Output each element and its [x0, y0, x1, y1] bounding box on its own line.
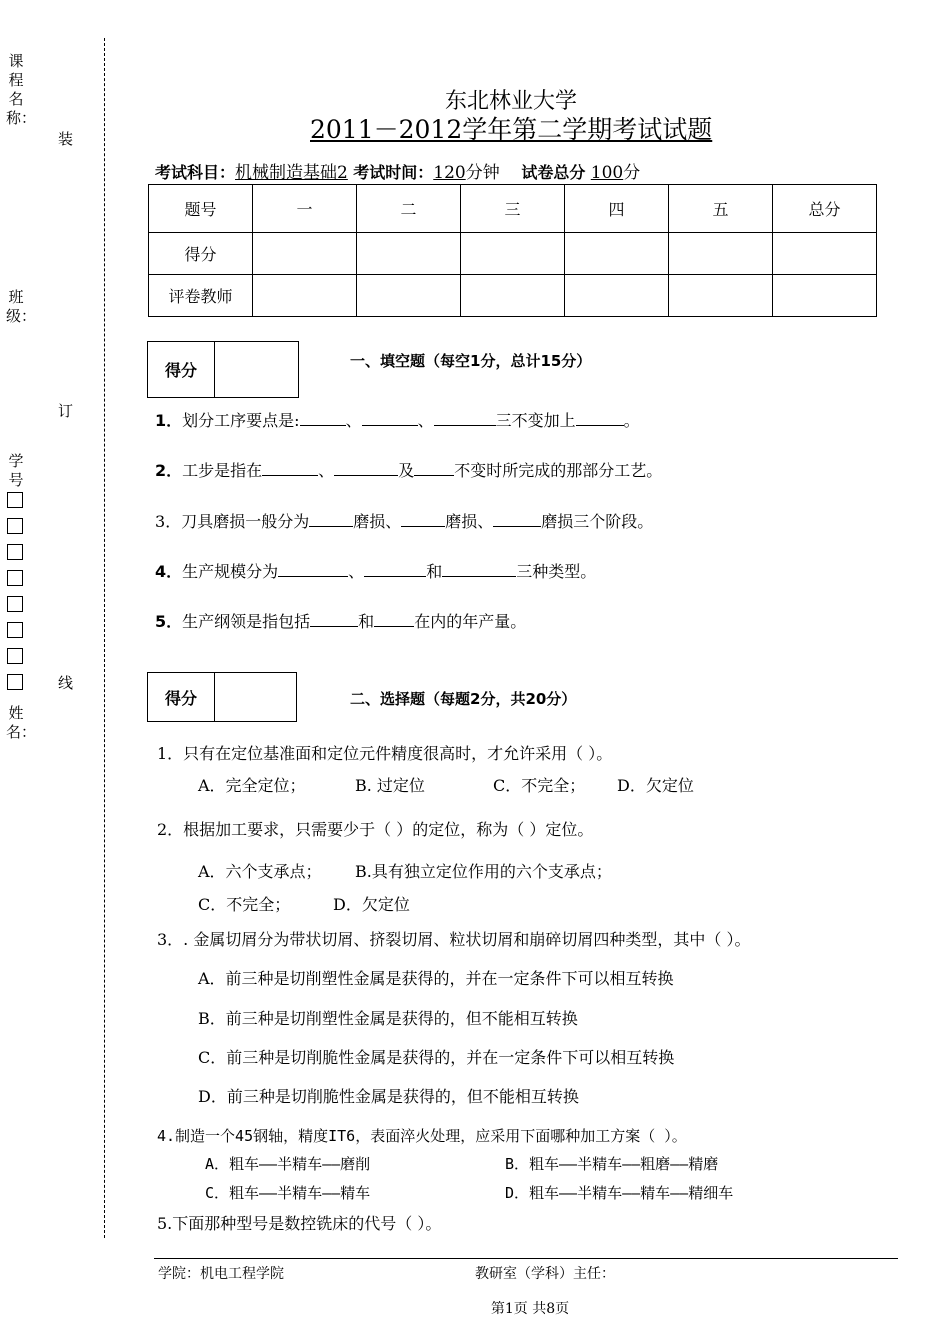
answer-blank[interactable] — [300, 413, 346, 426]
question-text: 磨损三个阶段。 — [541, 512, 654, 531]
score-table-header: 二 — [357, 185, 461, 233]
answer-blank[interactable] — [442, 564, 516, 577]
question-text: 、 — [318, 461, 335, 480]
id-digit-box[interactable] — [7, 596, 23, 612]
score-table-header: 三 — [461, 185, 565, 233]
binding-dashed-line — [104, 38, 105, 1238]
id-digit-box[interactable] — [7, 518, 23, 534]
subject-label: 考试科目： — [155, 163, 236, 182]
score-table — [148, 184, 877, 317]
question-number: 5 — [155, 612, 167, 631]
answer-blank[interactable] — [278, 564, 348, 577]
university-name: 东北林业大学 — [445, 89, 578, 114]
choice-option: C．粗车——半精车——精车 — [205, 1184, 371, 1202]
choice-option: C．不完全； — [198, 895, 291, 914]
question-text: 及 — [398, 461, 415, 480]
section1-title: 一、填空题（每空1分，总计15分） — [350, 352, 592, 370]
time-label: 考试时间： — [353, 163, 434, 182]
choice-option: D．欠定位 — [333, 895, 410, 914]
footer-divider — [154, 1258, 898, 1259]
section2-title: 二、选择题（每题2分，共20分） — [350, 690, 577, 708]
question-number: 3 — [155, 512, 166, 531]
fill-question-2: 2．工步是指在 、 及 不变时所完成的那部分工艺。 — [155, 461, 663, 480]
question-text: 和 — [426, 562, 443, 581]
answer-blank[interactable] — [262, 463, 318, 476]
answer-blank[interactable] — [434, 413, 496, 426]
score-cell[interactable] — [773, 233, 877, 275]
score-cell[interactable] — [253, 233, 357, 275]
answer-blank[interactable] — [364, 564, 426, 577]
question-text: 工步是指在 — [182, 461, 263, 480]
score-cell[interactable] — [461, 233, 565, 275]
teacher-cell[interactable] — [253, 275, 357, 317]
question-text: 生产纲领是指包括 — [182, 612, 311, 631]
answer-blank[interactable] — [334, 463, 398, 476]
question-number: 2 — [155, 461, 167, 480]
choice-question-1: 1．只有在定位基准面和定位元件精度很高时，才允许采用（ ）。 — [157, 744, 613, 763]
total-unit: 分 — [623, 163, 641, 183]
question-text: 。 — [623, 411, 640, 430]
binding-mark-xian: 线 — [58, 674, 74, 692]
student-id-label: 学号 — [8, 452, 24, 489]
time-unit: 分钟 — [465, 163, 500, 183]
binding-mark-ding: 订 — [58, 402, 74, 420]
subject-value: 机械制造基础2 — [235, 163, 348, 183]
choice-question-5: 5.下面那种型号是数控铣床的代号（ ）。 — [157, 1214, 442, 1233]
answer-blank[interactable] — [362, 413, 418, 426]
choice-option: B.具有独立定位作用的六个支承点； — [355, 862, 612, 881]
answer-blank[interactable] — [414, 463, 454, 476]
score-cell[interactable] — [357, 233, 461, 275]
section2-score-input[interactable] — [215, 673, 296, 721]
choice-question-2: 2．根据加工要求，只需要少于（ ）的定位，称为（ ）定位。 — [157, 820, 594, 839]
choice-option: B．前三种是切削塑性金属是获得的，但不能相互转换 — [198, 1009, 578, 1028]
score-table-header: 一 — [253, 185, 357, 233]
score-cell[interactable] — [565, 233, 669, 275]
answer-blank[interactable] — [309, 514, 353, 527]
time-value: 120 — [433, 163, 466, 183]
choice-option: C．前三种是切削脆性金属是获得的，并在一定条件下可以相互转换 — [198, 1048, 675, 1067]
choice-option: D．粗车——半精车——精车——精细车 — [505, 1184, 734, 1202]
teacher-cell[interactable] — [773, 275, 877, 317]
teacher-cell[interactable] — [461, 275, 565, 317]
section2-score-box — [147, 672, 297, 722]
id-digit-box[interactable] — [7, 648, 23, 664]
id-digit-box[interactable] — [7, 544, 23, 560]
score-table-header: 题号 — [149, 185, 253, 233]
question-number: 4 — [155, 562, 167, 581]
question-text: 、 — [348, 562, 365, 581]
course-name-label: 课程名称： — [6, 52, 37, 127]
answer-blank[interactable] — [576, 413, 624, 426]
page-number: 第1页 共8页 — [490, 1301, 570, 1317]
section2-score-label: 得分 — [148, 673, 215, 721]
answer-blank[interactable] — [401, 514, 445, 527]
total-value: 100 — [590, 163, 624, 183]
id-digit-box[interactable] — [7, 674, 23, 690]
fill-question-5: 5．生产纲领是指包括 和 在内的年产量。 — [155, 612, 527, 631]
name-label: 姓名： — [6, 704, 37, 741]
binding-mark-zhuang: 装 — [58, 130, 74, 148]
section1-score-box — [147, 341, 299, 398]
choice-option: B. 过定位 — [355, 776, 425, 795]
section1-score-input[interactable] — [215, 342, 298, 397]
id-digit-box[interactable] — [7, 622, 23, 638]
section1-score-label: 得分 — [148, 342, 215, 397]
question-text: 不变时所完成的那部分工艺。 — [454, 461, 663, 480]
teacher-cell[interactable] — [565, 275, 669, 317]
fill-question-1: 1．划分工序要点是: 、 、 三不变加上 。 — [155, 411, 640, 430]
choice-option: C．不完全； — [493, 776, 586, 795]
teacher-row-label: 评卷教师 — [149, 275, 253, 317]
score-table-header: 总分 — [773, 185, 877, 233]
teacher-cell[interactable] — [357, 275, 461, 317]
score-table-header: 五 — [669, 185, 773, 233]
fill-question-4: 4．生产规模分为 、 和 三种类型。 — [155, 562, 597, 581]
choice-option: D．前三种是切削脆性金属是获得的，但不能相互转换 — [198, 1087, 579, 1106]
score-cell[interactable] — [669, 233, 773, 275]
id-digit-box[interactable] — [7, 570, 23, 586]
choice-option: B．粗车——半精车——粗磨——精磨 — [505, 1155, 719, 1173]
question-text: 划分工序要点是: — [182, 411, 300, 430]
question-text: 、 — [345, 411, 362, 430]
footer-college: 学院：机电工程学院 — [158, 1266, 284, 1282]
footer-director: 教研室（学科）主任： — [475, 1266, 615, 1282]
question-number: 1 — [155, 411, 167, 430]
teacher-cell[interactable] — [669, 275, 773, 317]
choice-option: A．六个支承点； — [198, 862, 322, 881]
choice-question-4: 4.制造一个45钢轴，精度IT6，表面淬火处理，应采用下面哪种加工方案（ ）。 — [157, 1127, 687, 1145]
question-text: 磨损、 — [445, 512, 494, 531]
class-label: 班级： — [6, 288, 37, 325]
choice-option: A．完全定位； — [198, 776, 306, 795]
exam-title: 2011－2012学年第二学期考试试题 — [310, 115, 713, 144]
total-label: 试卷总分 — [521, 163, 586, 182]
question-text: 磨损、 — [353, 512, 402, 531]
fill-question-3: 3．刀具磨损一般分为 磨损、 磨损、 磨损三个阶段。 — [155, 512, 654, 531]
score-table-header: 四 — [565, 185, 669, 233]
answer-blank[interactable] — [374, 614, 414, 627]
choice-question-3: 3．. 金属切屑分为带状切屑、挤裂切屑、粒状切屑和崩碎切屑四种类型，其中（ ）。 — [157, 930, 751, 949]
answer-blank[interactable] — [493, 514, 541, 527]
score-row-label: 得分 — [149, 233, 253, 275]
question-text: 和 — [358, 612, 375, 631]
question-text: 在内的年产量。 — [414, 612, 527, 631]
question-text: 生产规模分为 — [182, 562, 279, 581]
choice-option: A．粗车——半精车——磨削 — [205, 1155, 371, 1173]
exam-meta-line — [155, 158, 640, 183]
choice-option: D．欠定位 — [617, 776, 694, 795]
question-text: 、 — [417, 411, 434, 430]
id-digit-box[interactable] — [7, 492, 23, 508]
choice-option: A．前三种是切削塑性金属是获得的，并在一定条件下可以相互转换 — [198, 969, 674, 988]
answer-blank[interactable] — [310, 614, 358, 627]
question-text: 刀具磨损一般分为 — [181, 512, 310, 531]
question-text: 三不变加上 — [495, 411, 576, 430]
question-text: 三种类型。 — [516, 562, 597, 581]
